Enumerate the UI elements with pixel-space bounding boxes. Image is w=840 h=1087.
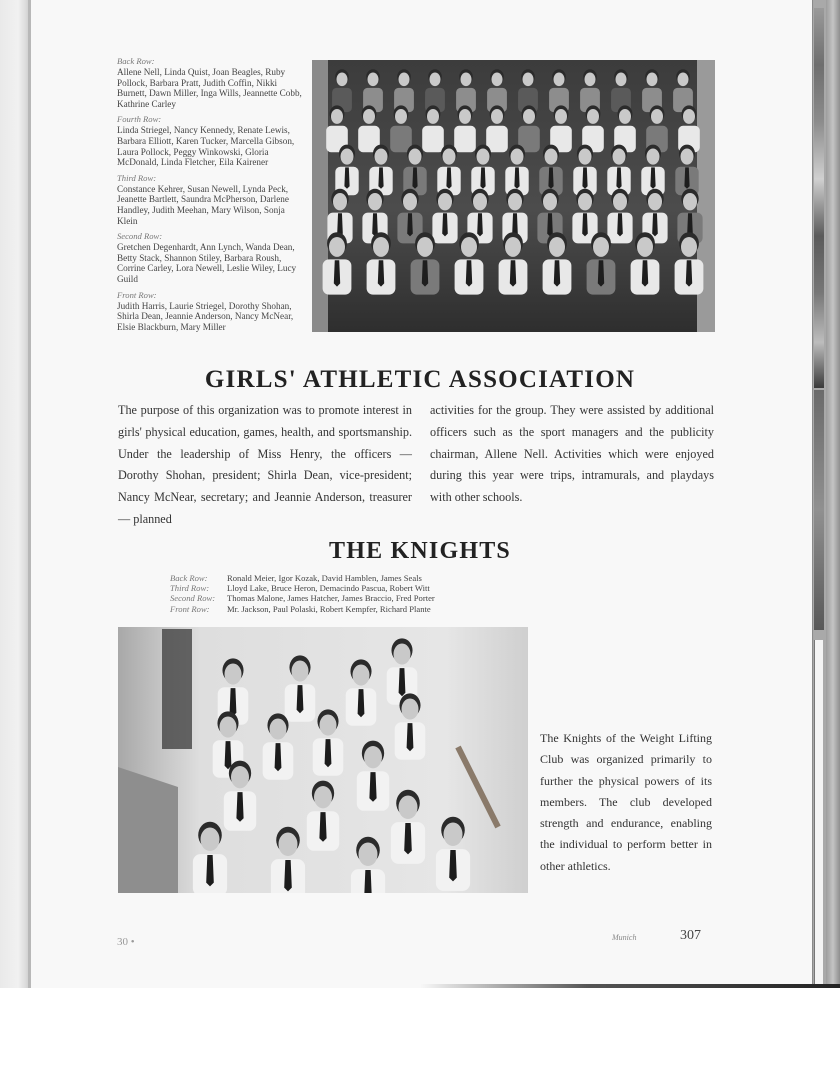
caption-row-names: Gretchen Degenhardt, Ann Lynch, Wanda Dean, Betty Stack, Shannon Stiley, Barbara Roush, Corrine Carley, Lora Newell, Leslie Wiley, Lucy Guild (117, 242, 297, 284)
caption-row (170, 593, 530, 603)
caption-row-names: Ronald Meier, Igor Kozak, David Hamblen, James Seals (227, 573, 422, 583)
caption-row-label: Third Row: (117, 172, 157, 183)
book-gutter (0, 0, 30, 988)
adjacent-page-edge-bottom (814, 640, 823, 985)
caption-row-names: Allene Nell, Linda Quist, Joan Beagles, Ruby Pollock, Barbara Pratt, Judith Coffin, Nikki Burnett, Dawn Miller, Inga Wills, Jeannette Cobb, Kathrine Carley (117, 67, 302, 109)
caption-row (170, 604, 530, 614)
caption-row-names: Linda Striegel, Nancy Kennedy, Renate Lewis, Barbara Elliott, Karen Tucker, Marcella Gibson, Laura Pollock, Peggy Winkowski, Gloria McDonald, Linda Fletcher, Eila Kairener (117, 125, 295, 168)
gaa-photo-caption (117, 56, 303, 337)
book-cover-edge (826, 0, 840, 988)
left-folio: 30 • (117, 936, 135, 948)
gaa-body-column-1: The purpose of this organization was to promote interest in girls' physical education, games, health, and sportsmanship. Under the leadership of Miss Henry, the officers — Dorothy Shohan, president; Shirla Dean, vice-president; Nancy McNear, secretary; and Jeannie Anderson, treasurer — planned (118, 403, 412, 526)
caption-row-names: Judith Harris, Laurie Striegel, Dorothy Shohan, Shirla Dean, Jeannie Anderson, Nancy McNear, Elsie Blackburn, Mary Miller (117, 300, 294, 332)
caption-row-names: Mr. Jackson, Paul Polaski, Robert Kempfer, Richard Plante (227, 603, 431, 614)
caption-row-label: Front Row: (170, 603, 210, 614)
knights-photo-illustration (118, 627, 528, 893)
running-title: Munich (612, 933, 637, 942)
gaa-photo-illustration (312, 60, 715, 332)
gaa-body-column-2: activities for the group. They were assisted by additional officers such as the sport managers and the publicity chairman, Allene Nell. Activities which were enjoyed during this year were trips, intramurals, and playdays with other schools. (430, 403, 714, 505)
page-bottom-shadow (420, 984, 840, 988)
caption-row-names: Lloyd Lake, Bruce Heron, Demacindo Pascua, Robert Witt (227, 583, 430, 594)
caption-row (170, 573, 530, 583)
caption-row-label: Back Row: (117, 56, 155, 66)
adjacent-page-edge-top (814, 8, 824, 388)
caption-row-label: Back Row: (170, 573, 208, 583)
knights-photo-caption (170, 573, 530, 614)
caption-row (170, 583, 530, 593)
caption-row-label: Fourth Row: (117, 114, 162, 125)
caption-row-label: Front Row: (117, 289, 157, 300)
caption-row-names: Thomas Malone, James Hatcher, James Braccio, Fred Porter (227, 593, 435, 604)
caption-row-names: Constance Kehrer, Susan Newell, Lynda Peck, Jeanette Bartlett, Saundra McPherson, Darlene Handley, Judith Meehan, Mary Wilson, Sonja Klein (117, 183, 289, 226)
caption-row-label: Second Row: (170, 593, 216, 604)
gutter-shadow-line (28, 0, 31, 988)
knights-heading: THE KNIGHTS (329, 538, 511, 564)
gaa-heading: GIRLS' ATHLETIC ASSOCIATION (204, 366, 636, 393)
caption-row-label: Second Row: (117, 231, 163, 242)
knights-body-text: The Knights of the Weight Lifting Club was organized primarily to further the physical powers of its members. The club developed strength and endurance, enabling the individual to perform better in other athletics. (540, 731, 712, 873)
caption-row-label: Third Row: (170, 583, 210, 594)
gaa-group-photo (312, 60, 715, 332)
knights-group-photo (118, 627, 528, 893)
page-number: 307 (680, 928, 701, 943)
adjacent-page-edge-middle (814, 390, 824, 630)
